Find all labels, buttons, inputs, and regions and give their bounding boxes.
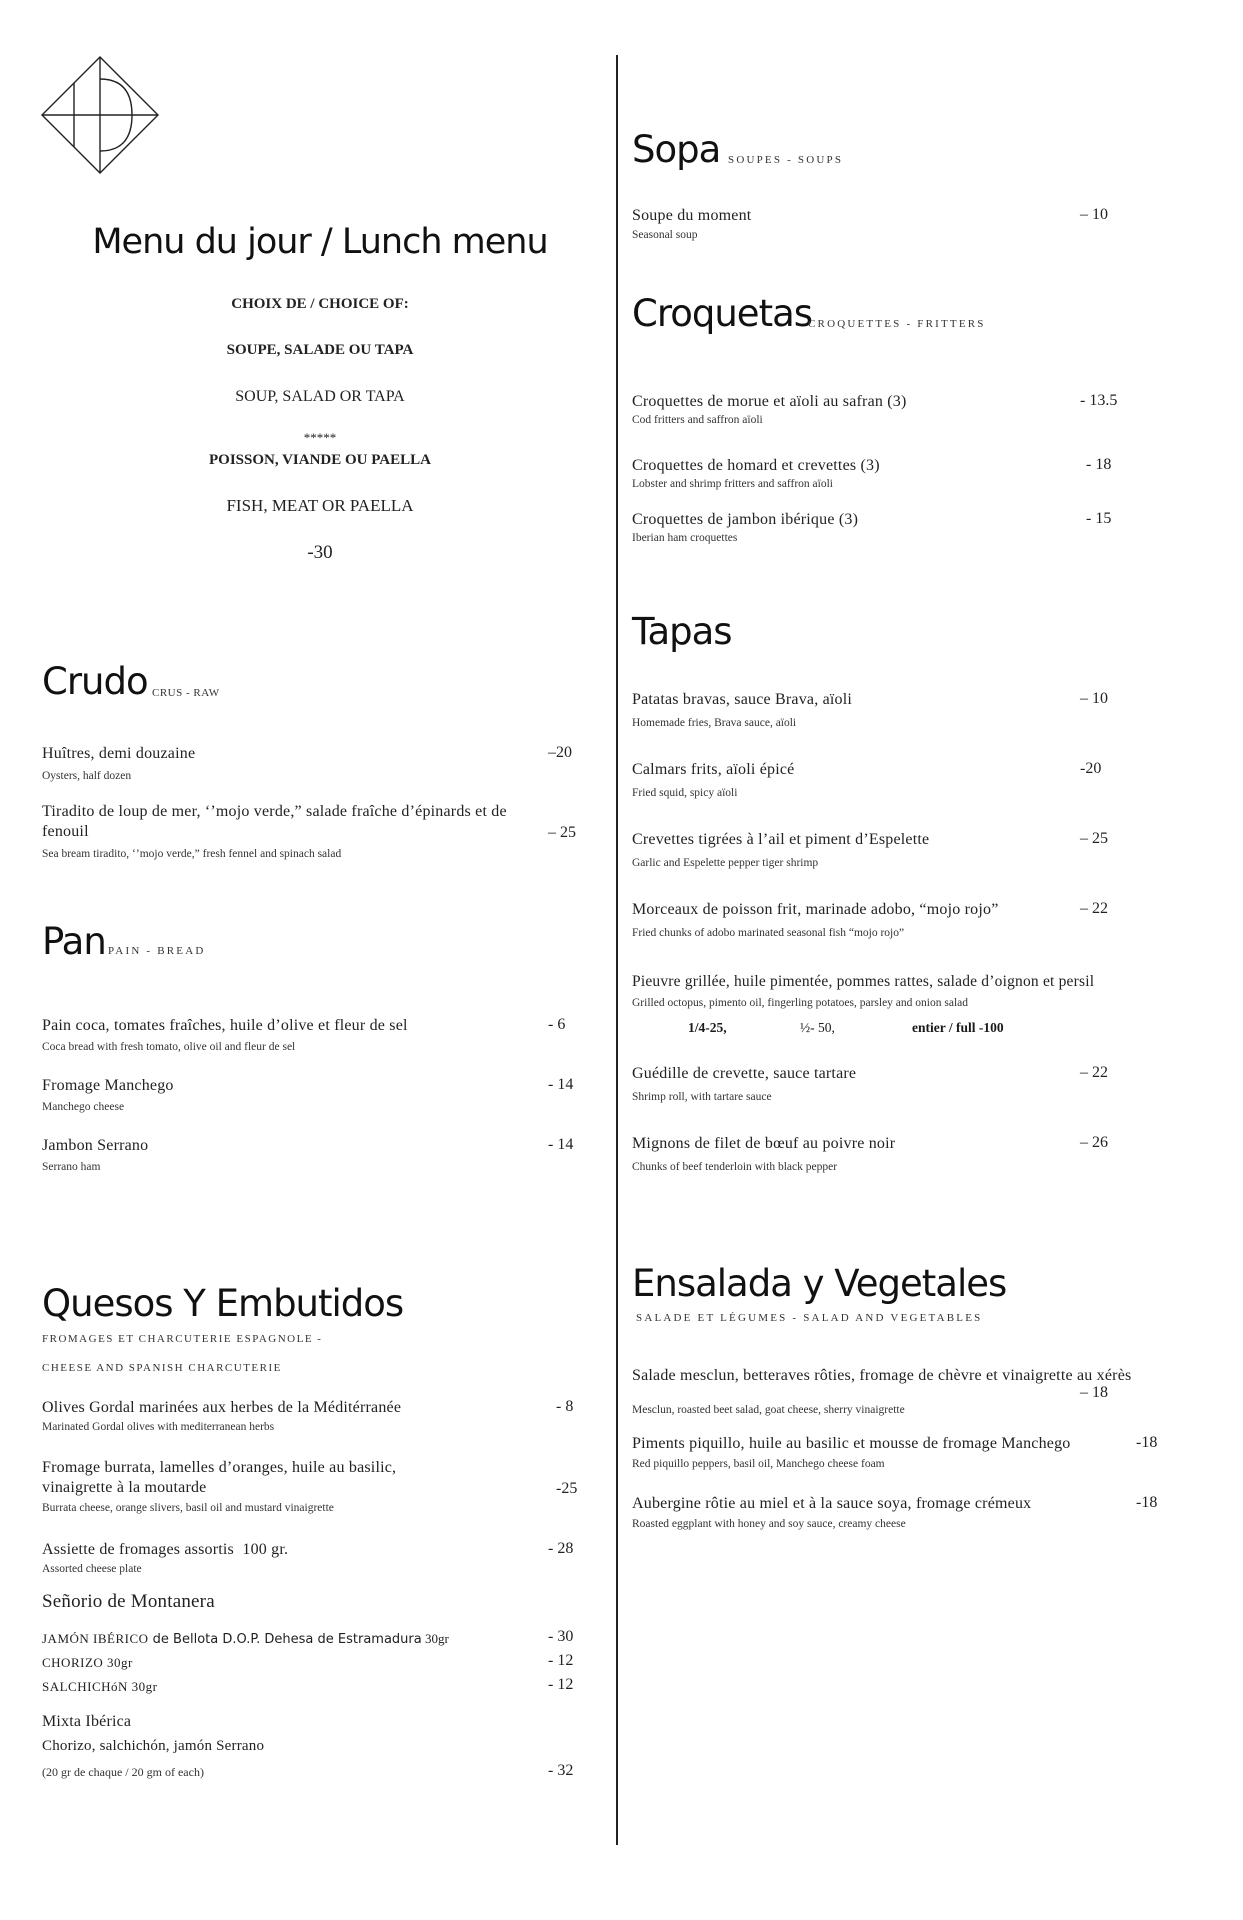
montanera-item-price: - 12 xyxy=(548,1676,574,1693)
crudo-item-name: Tiradito de loup de mer, ‘’mojo verde,” salade fraîche d’épinards et de fenouil xyxy=(42,803,507,840)
croquetas-item-desc: Cod fritters and saffron aïoli xyxy=(632,414,763,426)
croquetas-item-price: - 15 xyxy=(1086,510,1112,527)
tapas-item-desc: Fried squid, spicy aïoli xyxy=(632,787,738,799)
lunch-main-en: FISH, MEAT OR PAELLA xyxy=(226,496,414,515)
quesos-item-name: Olives Gordal marinées aux herbes de la Méditérranée xyxy=(42,1399,402,1416)
quesos-item-price: -25 xyxy=(556,1480,578,1497)
montanera-item-suffix: 30gr xyxy=(421,1631,449,1646)
ensalada-item-desc: Red piquillo peppers, basil oil, Manchego cheese foam xyxy=(632,1458,885,1470)
lunch-stars: ***** xyxy=(303,430,337,445)
tapas-item-price: – 25 xyxy=(1080,830,1108,847)
sopa-title: Sopa xyxy=(632,128,721,171)
tapas-item-name: Mignons de filet de bœuf au poivre noir xyxy=(632,1135,896,1152)
montanera-title: Señorio de Montanera xyxy=(42,1591,215,1612)
quesos-item-price: - 8 xyxy=(556,1398,574,1415)
montanera-item-price: - 12 xyxy=(548,1652,574,1669)
montanera-item xyxy=(42,1655,133,1671)
montanera-item xyxy=(42,1679,157,1695)
quesos-item-desc: Burrata cheese, orange slivers, basil oil and mustard vinaigrette xyxy=(42,1502,334,1514)
quesos-item-desc: Assorted cheese plate xyxy=(42,1563,142,1575)
pan-item-name: Fromage Manchego xyxy=(42,1077,174,1094)
pan-item-desc: Manchego cheese xyxy=(42,1101,125,1113)
quesos-subtitle-en: CHEESE AND SPANISH CHARCUTERIE xyxy=(42,1362,282,1374)
pan-title: Pan xyxy=(42,920,106,963)
pan-item-name: Jambon Serrano xyxy=(42,1137,149,1154)
pan-item-price: - 6 xyxy=(548,1016,566,1033)
montanera-item-prefix: SALCHICHóN 30gr xyxy=(42,1679,158,1694)
tapas-item-desc: Homemade fries, Brava sauce, aïoli xyxy=(632,717,797,729)
ensalada-item-name: Salade mesclun, betteraves rôties, fromage de chèvre et vinaigrette au xérès xyxy=(632,1367,1132,1384)
lunch-menu-title: Menu du jour / Lunch menu xyxy=(92,222,548,262)
mixta-note: (20 gr de chaque / 20 gm of each) xyxy=(42,1765,204,1779)
tapas-item-name: Calmars frits, aïoli épicé xyxy=(632,761,795,778)
crudo-title: Crudo xyxy=(42,660,148,703)
sopa-subtitle: SOUPES - SOUPS xyxy=(728,154,844,166)
croquetas-item-price: - 13.5 xyxy=(1080,392,1118,409)
tapas-item-name: Pieuvre grillée, huile pimentée, pommes rattes, salade d’oignon et persil xyxy=(632,973,1095,990)
montanera-item-prefix: CHORIZO 30gr xyxy=(42,1655,133,1670)
pan-item-desc: Coca bread with fresh tomato, olive oil and fleur de sel xyxy=(42,1041,296,1053)
sopa-item-price: – 10 xyxy=(1080,206,1108,223)
octopus-size-quarter: 1/4-25, xyxy=(688,1020,727,1035)
lunch-starter-fr: SOUPE, SALADE OU TAPA xyxy=(226,342,414,358)
mixta-desc: Chorizo, salchichón, jamón Serrano xyxy=(42,1738,265,1754)
tapas-item-price: -20 xyxy=(1080,760,1102,777)
croquetas-item-price: - 18 xyxy=(1086,456,1112,473)
ensalada-item-desc: Mesclun, roasted beet salad, goat cheese, sherry vinaigrette xyxy=(632,1404,905,1416)
croquetas-item-desc: Iberian ham croquettes xyxy=(632,532,738,544)
tapas-item-desc: Fried chunks of adobo marinated seasonal fish “mojo rojo” xyxy=(632,927,905,939)
montanera-item xyxy=(42,1631,449,1647)
croquetas-item-desc: Lobster and shrimp fritters and saffron aïoli xyxy=(632,478,833,490)
lunch-main-fr: POISSON, VIANDE OU PAELLA xyxy=(209,452,431,468)
quesos-item-price: - 28 xyxy=(548,1540,574,1557)
tapas-item-price: – 22 xyxy=(1080,900,1108,917)
croquetas-item-name: Croquettes de homard et crevettes (3) xyxy=(632,457,880,474)
diamond-monogram-logo-icon xyxy=(40,55,160,175)
mixta-title: Mixta Ibérica xyxy=(42,1713,132,1730)
octopus-size-half: ½- 50, xyxy=(800,1020,835,1035)
quesos-item-name: Fromage burrata, lamelles d’oranges, huile au basilic, vinaigrette à la moutarde xyxy=(42,1459,397,1496)
montanera-item-price: - 30 xyxy=(548,1628,574,1645)
crudo-subtitle: CRUS - RAW xyxy=(152,687,220,699)
pan-item-desc: Serrano ham xyxy=(42,1161,101,1173)
pan-item-name: Pain coca, tomates fraîches, huile d’olive et fleur de sel xyxy=(42,1017,408,1034)
tapas-title: Tapas xyxy=(632,610,732,653)
pan-item-price: - 14 xyxy=(548,1076,574,1093)
octopus-size-full: entier / full -100 xyxy=(912,1020,1004,1035)
tapas-item-price: – 22 xyxy=(1080,1064,1108,1081)
lunch-price: -30 xyxy=(307,542,333,563)
ensalada-item-name: Piments piquillo, huile au basilic et mousse de fromage Manchego xyxy=(632,1435,1071,1452)
quesos-subtitle-fr: FROMAGES ET CHARCUTERIE ESPAGNOLE - xyxy=(42,1333,323,1345)
montanera-item-name: de Bellota D.O.P. Dehesa de Estramadura xyxy=(148,1632,422,1647)
pan-item-price: - 14 xyxy=(548,1136,574,1153)
lunch-starter-en: SOUP, SALAD OR TAPA xyxy=(235,388,405,405)
quesos-item-desc: Marinated Gordal olives with mediterranean herbs xyxy=(42,1421,275,1433)
tapas-item-desc: Shrimp roll, with tartare sauce xyxy=(632,1091,772,1103)
tapas-item-name: Morceaux de poisson frit, marinade adobo, “mojo rojo” xyxy=(632,901,999,918)
croquetas-item-name: Croquettes de morue et aïoli au safran (3) xyxy=(632,393,907,410)
sopa-item-name: Soupe du moment xyxy=(632,207,752,224)
tapas-item-name: Crevettes tigrées à l’ail et piment d’Espelette xyxy=(632,831,930,848)
tapas-item-name: Patatas bravas, sauce Brava, aïoli xyxy=(632,691,853,708)
croquetas-subtitle: CROQUETTES - FRITTERS xyxy=(808,318,986,330)
tapas-item-desc: Grilled octopus, pimento oil, fingerling potatoes, parsley and onion salad xyxy=(632,997,968,1009)
croquetas-item-name: Croquettes de jambon ibérique (3) xyxy=(632,511,859,528)
ensalada-item-desc: Roasted eggplant with honey and soy sauce, creamy cheese xyxy=(632,1518,906,1530)
crudo-item-price: –20 xyxy=(548,744,572,761)
ensalada-item-price: -18 xyxy=(1136,1434,1158,1451)
pan-subtitle: PAIN - BREAD xyxy=(108,945,206,957)
ensalada-item-name: Aubergine rôtie au miel et à la sauce soya, fromage crémeux xyxy=(632,1495,1032,1512)
montanera-item-prefix: JAMÓN IBÉRICO xyxy=(42,1631,149,1646)
croquetas-title: Croquetas xyxy=(632,292,813,335)
ensalada-item-price: -18 xyxy=(1136,1494,1158,1511)
column-divider xyxy=(616,55,618,1845)
tapas-item-name: Guédille de crevette, sauce tartare xyxy=(632,1065,857,1082)
quesos-title: Quesos Y Embutidos xyxy=(42,1282,404,1325)
mixta-price: - 32 xyxy=(548,1762,574,1779)
quesos-item-name: Assiette de fromages assortis 100 gr. xyxy=(42,1541,289,1558)
crudo-item-desc: Oysters, half dozen xyxy=(42,770,132,782)
sopa-item-desc: Seasonal soup xyxy=(632,229,698,241)
crudo-item-desc: Sea bream tiradito, ‘’mojo verde,” fresh fennel and spinach salad xyxy=(42,848,342,860)
crudo-item-name: Huîtres, demi douzaine xyxy=(42,745,196,762)
ensalada-subtitle: SALADE ET LÉGUMES - SALAD AND VEGETABLES xyxy=(636,1312,983,1324)
tapas-item-price: – 26 xyxy=(1080,1134,1108,1151)
tapas-item-price: – 10 xyxy=(1080,690,1108,707)
ensalada-item-price: – 18 xyxy=(1080,1384,1108,1401)
crudo-item-price: – 25 xyxy=(548,824,576,841)
tapas-item-desc: Garlic and Espelette pepper tiger shrimp xyxy=(632,857,819,869)
lunch-choice-line: CHOIX DE / CHOICE OF: xyxy=(231,296,409,312)
tapas-item-desc: Chunks of beef tenderloin with black pepper xyxy=(632,1161,838,1173)
ensalada-title: Ensalada y Vegetales xyxy=(632,1262,1007,1305)
